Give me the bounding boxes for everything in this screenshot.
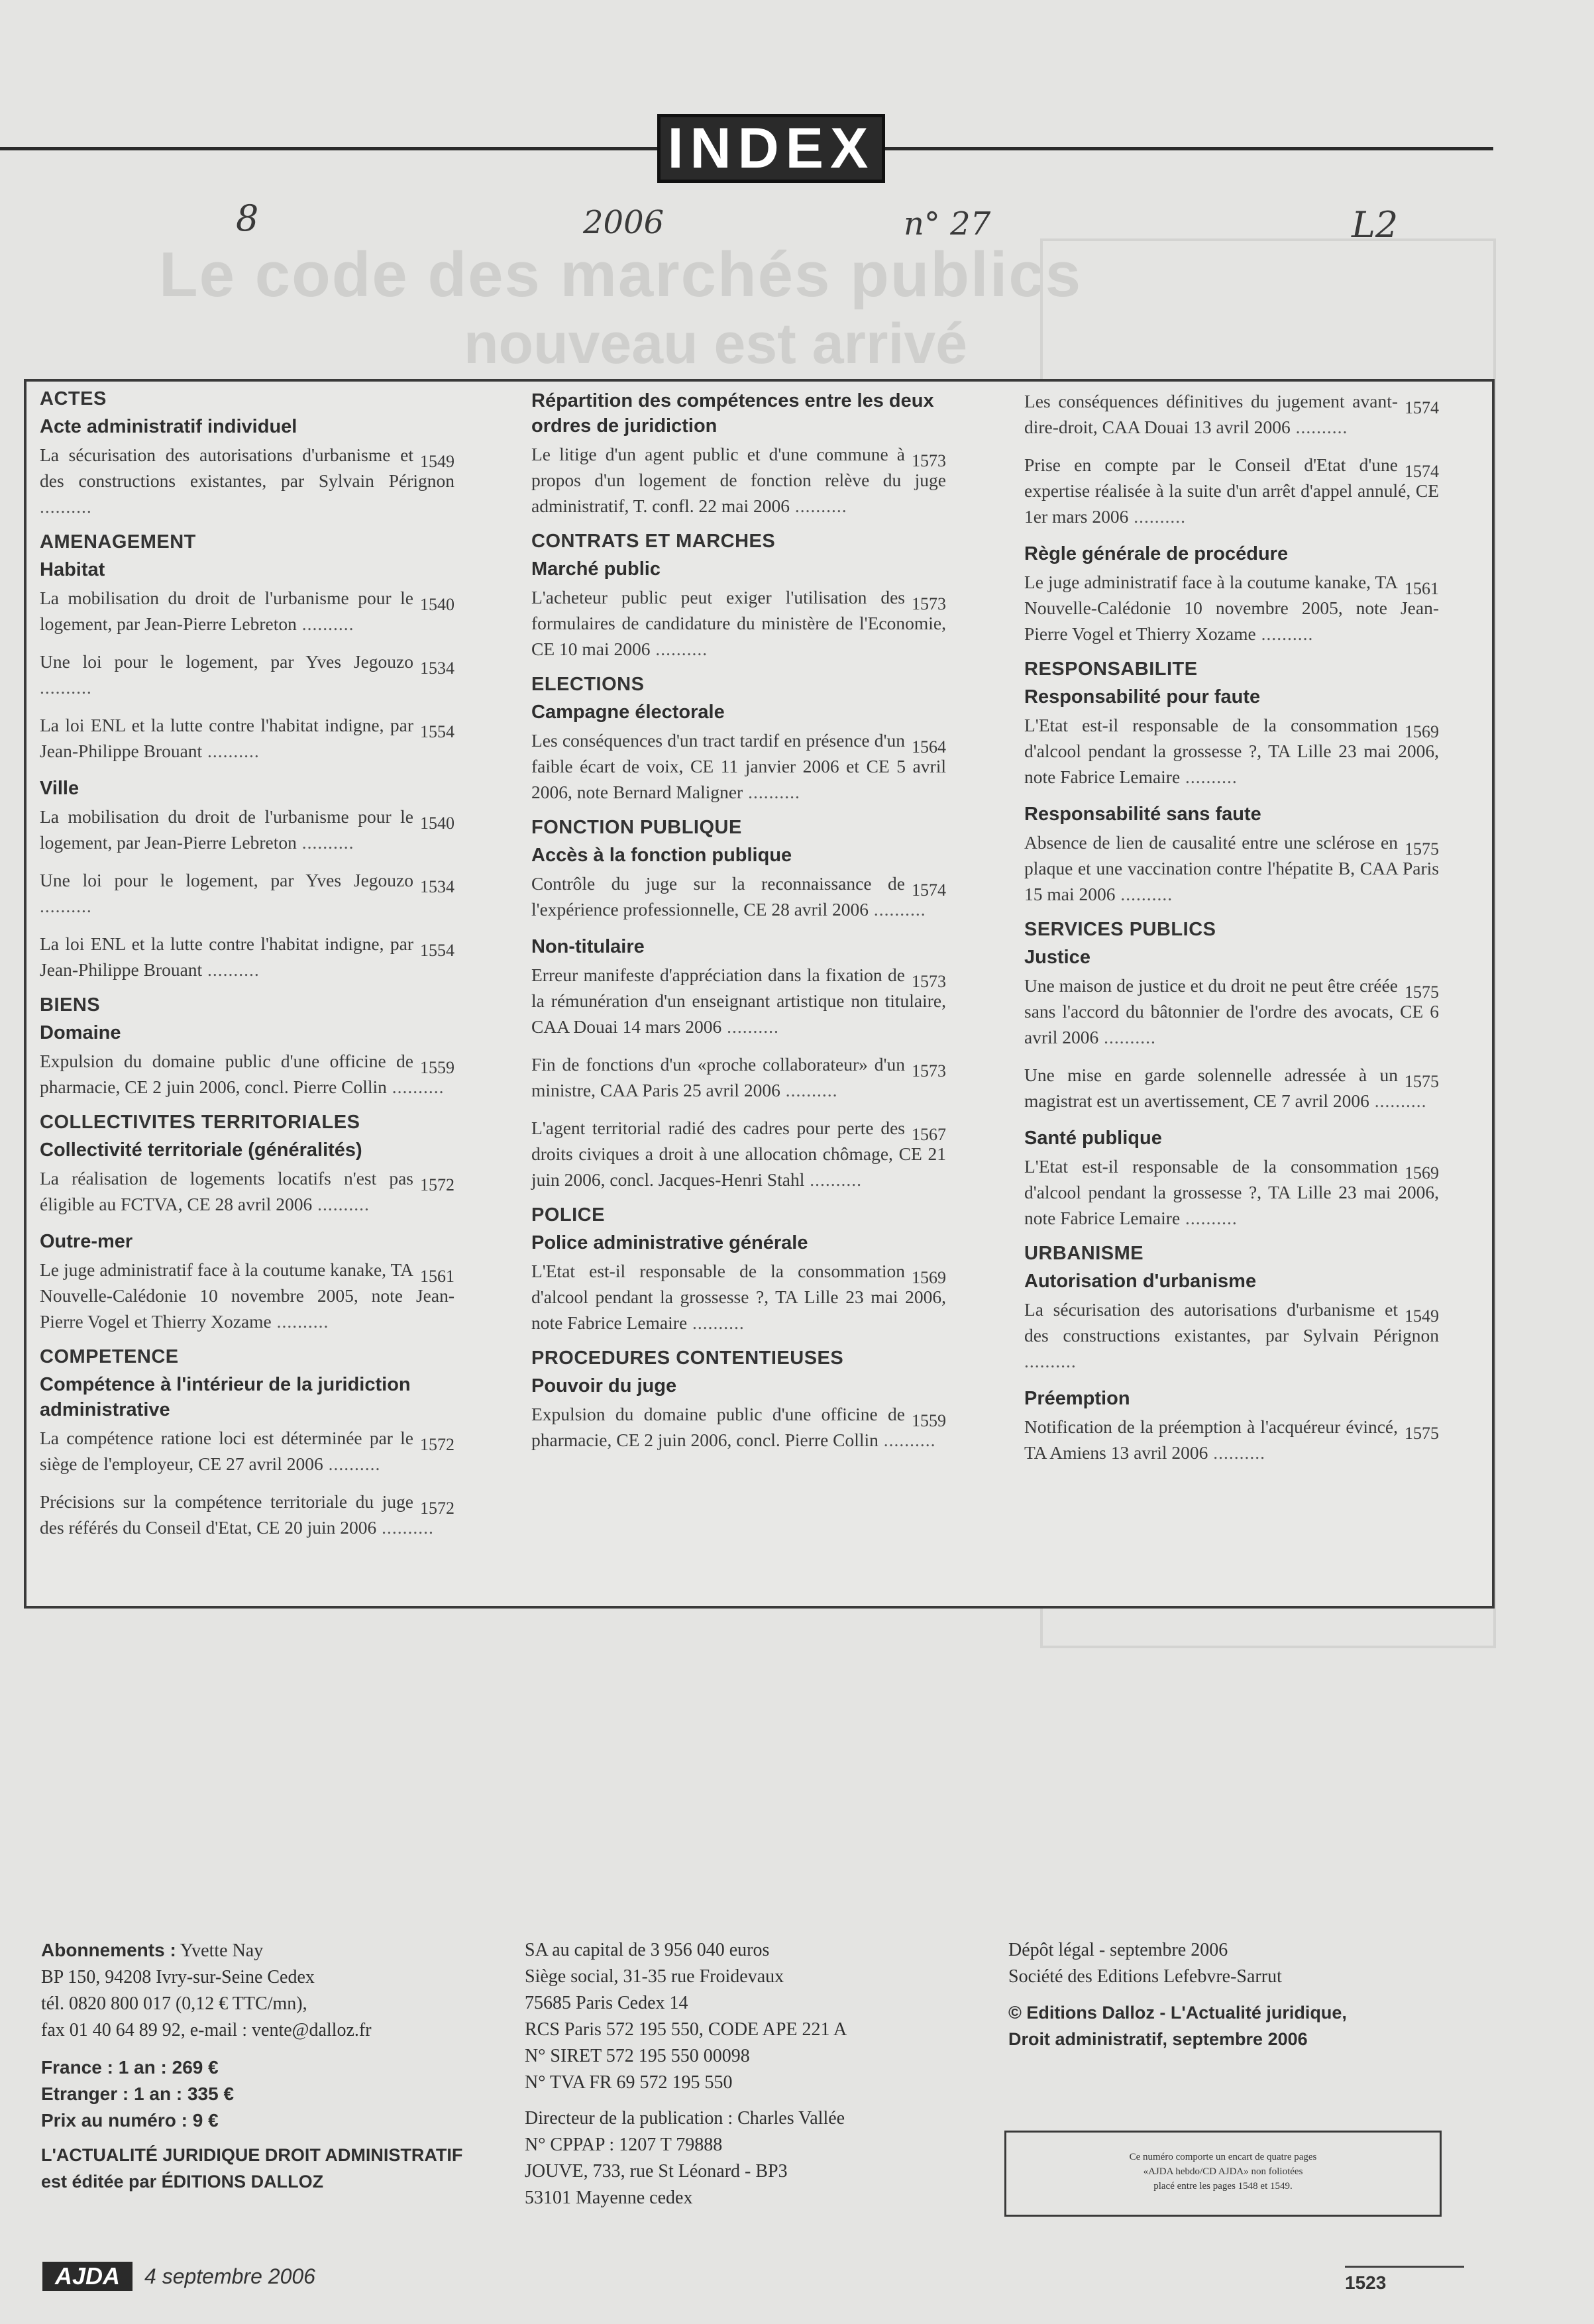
- show-through-heading: Le code des marchés publics: [159, 239, 1083, 310]
- leader-dots: ..........: [202, 959, 260, 980]
- index-entry-page: 1575: [1405, 1424, 1439, 1443]
- footer-company: [525, 1937, 975, 2211]
- leader-dots: ..........: [323, 1453, 381, 1474]
- index-entry: [1024, 1062, 1439, 1114]
- index-entry-text: Le juge administratif face à la coutume kanake, TA Nouvelle-Calédonie 10 novembre 2005, note Jean-Pierre Vogel et Thierry Xozame: [40, 1259, 454, 1332]
- leader-dots: ..........: [804, 1169, 863, 1190]
- index-entry-text: La sécurisation des autorisations d'urbanisme et des constructions existantes, par Sylvain Pérignon: [1024, 1299, 1439, 1346]
- company-line: N° TVA FR 69 572 195 550: [525, 2072, 733, 2093]
- subscriptions-name: Yvette Nay: [180, 1940, 264, 1961]
- index-entry: [40, 804, 454, 855]
- index-entry: [40, 442, 454, 519]
- insert-note-line: «AJDA hebdo/CD AJDA» non foliotées: [1143, 2166, 1303, 2177]
- index-subheading: Habitat: [40, 559, 105, 580]
- leader-dots: ..........: [40, 677, 92, 698]
- index-entry-page: 1561: [1405, 579, 1439, 598]
- index-entry-page: 1573: [912, 1061, 946, 1081]
- index-section-heading: RESPONSABILITE: [1024, 659, 1198, 680]
- insert-note-box: [1004, 2131, 1442, 2217]
- leader-dots: ..........: [1369, 1090, 1427, 1111]
- index-section-heading: CONTRATS ET MARCHES: [531, 531, 776, 552]
- index-entry-text: Erreur manifeste d'appréciation dans la fixation de la rémunération d'un enseignant artistique non titulaire, CAA Douai 14 mars 2006: [531, 965, 946, 1037]
- index-entry: [40, 1425, 454, 1477]
- legal-line: Société des Editions Lefebvre-Sarrut: [1008, 1966, 1282, 1987]
- index-entry-page: 1575: [1405, 982, 1439, 1002]
- index-column-2: [531, 388, 946, 1465]
- director-line: JOUVE, 733, rue St Léonard - BP3: [525, 2161, 788, 2182]
- leader-dots: ..........: [376, 1517, 434, 1538]
- leader-dots: ..........: [271, 1311, 329, 1332]
- handwritten-note: 8: [236, 197, 259, 239]
- index-entry: [40, 1257, 454, 1334]
- index-section-heading: ELECTIONS: [531, 674, 645, 695]
- index-entry: [1024, 1296, 1439, 1374]
- index-subheading: Responsabilité sans faute: [1024, 804, 1261, 825]
- company-line: SA au capital de 3 956 040 euros: [525, 1940, 770, 1960]
- index-entry-text: Expulsion du domaine public d'une officine de pharmacie, CE 2 juin 2006, concl. Pierre Collin: [40, 1051, 413, 1097]
- index-entry-text: Fin de fonctions d'un «proche collaborateur» d'un ministre, CAA Paris 25 avril 2006: [531, 1054, 905, 1100]
- address-line: BP 150, 94208 Ivry-sur-Seine Cedex: [41, 1967, 315, 1987]
- publisher-line: est éditée par ÉDITIONS DALLOZ: [41, 2172, 324, 2192]
- index-entry-text: Une maison de justice et du droit ne peut être créée sans l'accord du bâtonnier de l'ordre des avocats, CE 6 avril 2006: [1024, 975, 1439, 1047]
- leader-dots: ..........: [1024, 1351, 1077, 1371]
- director-line: N° CPPAP : 1207 T 79888: [525, 2135, 723, 2155]
- index-subheading: Accès à la fonction publique: [531, 845, 792, 866]
- index-entry: [1024, 1414, 1439, 1465]
- index-entry-page: 1573: [912, 594, 946, 613]
- index-entry-text: La compétence ratione loci est déterminée par le siège de l'employeur, CE 27 avril 2006: [40, 1428, 413, 1474]
- index-section-heading: COLLECTIVITES TERRITORIALES: [40, 1112, 360, 1133]
- index-entry-text: Absence de lien de causalité entre une sclérose en plaque et une vaccination contre l'hépatite B, CAA Paris 15 mai 2006: [1024, 832, 1439, 904]
- company-line: 75685 Paris Cedex 14: [525, 1993, 688, 2013]
- index-title: INDEX: [657, 114, 885, 183]
- legal-line: Dépôt légal - septembre 2006: [1008, 1940, 1228, 1960]
- index-entry-text: Une loi pour le logement, par Yves Jegouzo: [40, 651, 413, 672]
- leader-dots: ..........: [202, 741, 260, 761]
- footer-legal: [1008, 1937, 1485, 2052]
- index-entry: [1024, 829, 1439, 907]
- index-entry-text: L'Etat est-il responsable de la consommation d'alcool pendant la grossesse ?, TA Lille 23 mai 2006, note Fabrice Lemaire: [1024, 1156, 1439, 1228]
- index-entry-text: Notification de la préemption à l'acquéreur évincé, TA Amiens 13 avril 2006: [1024, 1416, 1398, 1463]
- header-rule-right: [884, 147, 1493, 150]
- index-entry-text: Une mise en garde solennelle adressée à un magistrat est un avertissement, CE 7 avril 2006: [1024, 1065, 1398, 1111]
- leader-dots: ..........: [386, 1077, 445, 1097]
- index-entry-text: Le juge administratif face à la coutume kanake, TA Nouvelle-Calédonie 10 novembre 2005, note Jean-Pierre Vogel et Thierry Xozame: [1024, 572, 1439, 644]
- index-entry: [40, 1165, 454, 1217]
- index-entry-page: 1554: [420, 722, 454, 741]
- leader-dots: ..........: [743, 782, 800, 802]
- index-entry-text: Les conséquences définitives du jugement avant-dire-droit, CAA Douai 13 avril 2006: [1024, 391, 1398, 437]
- index-subheading: Justice: [1024, 947, 1090, 968]
- ajda-badge: AJDA: [42, 2262, 133, 2291]
- index-entry: [40, 1489, 454, 1540]
- index-entry-text: Contrôle du juge sur la reconnaissance de l'expérience professionnelle, CE 28 avril 2006: [531, 873, 905, 920]
- leader-dots: ..........: [650, 639, 708, 659]
- index-subheading: Pouvoir du juge: [531, 1375, 677, 1397]
- index-subheading: Ville: [40, 778, 80, 799]
- footer-subscriptions: [41, 1937, 505, 2195]
- index-entry-page: 1572: [420, 1175, 454, 1194]
- handwritten-note: 2006: [583, 204, 664, 241]
- index-entry-page: 1549: [1405, 1306, 1439, 1326]
- index-entry: [531, 441, 946, 519]
- price-line: Prix au numéro : 9 €: [41, 2110, 219, 2131]
- index-subheading: Autorisation d'urbanisme: [1024, 1271, 1257, 1292]
- leader-dots: ..........: [878, 1430, 936, 1450]
- leader-dots: ..........: [780, 1080, 838, 1100]
- index-entry-page: 1573: [912, 451, 946, 470]
- index-entry-text: Précisions sur la compétence territoriale du juge des référés du Conseil d'Etat, CE 20 juin 2006: [40, 1491, 413, 1538]
- address-line: fax 01 40 64 89 92, e-mail : vente@dalloz.fr: [41, 2020, 372, 2040]
- insert-note-line: Ce numéro comporte un encart de quatre pages: [1129, 2152, 1317, 2162]
- index-subheading: Responsabilité pour faute: [1024, 686, 1261, 708]
- index-entry-text: La mobilisation du droit de l'urbanisme pour le logement, par Jean-Pierre Lebreton: [40, 806, 413, 853]
- leader-dots: ..........: [1180, 1208, 1238, 1228]
- director-line: 53101 Mayenne cedex: [525, 2188, 693, 2208]
- index-entry-page: 1573: [912, 972, 946, 991]
- leader-dots: ..........: [1180, 766, 1238, 787]
- index-subheading: Acte administratif individuel: [40, 416, 297, 437]
- index-entry: [1024, 973, 1439, 1050]
- index-entry-page: 1574: [1405, 398, 1439, 417]
- index-entry: [531, 1401, 946, 1453]
- leader-dots: ..........: [296, 613, 354, 634]
- copyright-line: Droit administratif, septembre 2006: [1008, 2029, 1308, 2049]
- publisher-line: L'ACTUALITÉ JURIDIQUE DROIT ADMINISTRATIF: [41, 2145, 463, 2165]
- director-line: Directeur de la publication : Charles Vallée: [525, 2108, 845, 2129]
- index-section-heading: URBANISME: [1024, 1243, 1144, 1264]
- index-entry-page: 1554: [420, 941, 454, 960]
- copyright-line: © Editions Dalloz - L'Actualité juridique,: [1008, 2003, 1347, 2023]
- index-entry: [40, 649, 454, 700]
- index-entry: [1024, 388, 1439, 440]
- index-entry: [1024, 569, 1439, 647]
- index-entry: [1024, 452, 1439, 529]
- index-entry-page: 1569: [912, 1268, 946, 1287]
- index-entry-text: La mobilisation du droit de l'urbanisme pour le logement, par Jean-Pierre Lebreton: [40, 588, 413, 634]
- leader-dots: ..........: [312, 1194, 370, 1214]
- index-entry-page: 1572: [420, 1499, 454, 1518]
- index-entry: [40, 867, 454, 919]
- page-number-rule: [1345, 2266, 1464, 2268]
- insert-note-line: placé entre les pages 1548 et 1549.: [1153, 2181, 1293, 2192]
- price-line: France : 1 an : 269 €: [41, 2057, 219, 2078]
- index-entry-text: La loi ENL et la lutte contre l'habitat indigne, par Jean-Philippe Brouant: [40, 715, 413, 761]
- index-entry-text: Expulsion du domaine public d'une officine de pharmacie, CE 2 juin 2006, concl. Pierre Collin: [531, 1404, 905, 1450]
- handwritten-note: L2: [1352, 204, 1399, 246]
- index-entry-text: L'Etat est-il responsable de la consommation d'alcool pendant la grossesse ?, TA Lille 23 mai 2006, note Fabrice Lemaire: [531, 1261, 946, 1333]
- handwritten-note: n° 27: [904, 205, 991, 242]
- leader-dots: ..........: [721, 1016, 779, 1037]
- index-entry-text: Le litige d'un agent public et d'une commune à propos d'un logement de fonction relève du juge administratif, T. confl. 22 mai 2006: [531, 444, 946, 516]
- index-subheading: Santé publique: [1024, 1128, 1162, 1149]
- leader-dots: ..........: [1115, 884, 1173, 904]
- index-entry-text: Prise en compte par le Conseil d'Etat d'une expertise réalisée à la suite d'un arrêt d'appel annulé, CE 1er mars 2006: [1024, 454, 1439, 527]
- index-entry: [531, 1258, 946, 1336]
- header-rule-left: [0, 147, 659, 150]
- index-entry-text: La réalisation de logements locatifs n'est pas éligible au FCTVA, CE 28 avril 2006: [40, 1168, 413, 1214]
- leader-dots: ..........: [1290, 417, 1348, 437]
- index-entry: [40, 931, 454, 982]
- leader-dots: ..........: [1128, 506, 1186, 527]
- index-entry-text: Les conséquences d'un tract tardif en présence d'un faible écart de voix, CE 11 janvier 2006 et CE 5 avril 2006, note Bernard Maligner: [531, 730, 946, 802]
- index-entry-page: 1561: [420, 1267, 454, 1286]
- company-line: Siège social, 31-35 rue Froidevaux: [525, 1966, 784, 1987]
- leader-dots: ..........: [40, 896, 92, 916]
- index-entry: [1024, 712, 1439, 790]
- index-subheading: Outre-mer: [40, 1231, 133, 1252]
- index-subheading: Police administrative générale: [531, 1232, 808, 1253]
- index-entry-page: 1540: [420, 595, 454, 614]
- index-entry-page: 1569: [1405, 722, 1439, 741]
- leader-dots: ..........: [1208, 1442, 1265, 1463]
- index-entry: [531, 1051, 946, 1103]
- index-section-heading: FONCTION PUBLIQUE: [531, 817, 742, 838]
- leader-dots: ..........: [40, 496, 92, 517]
- index-entry: [531, 871, 946, 922]
- index-entry-text: L'acheteur public peut exiger l'utilisation des formulaires de candidature du ministère de l'Economie, CE 10 mai 2006: [531, 587, 946, 659]
- index-column-1: [40, 388, 454, 1552]
- leader-dots: ..........: [296, 832, 354, 853]
- index-subheading: Collectivité territoriale (généralités): [40, 1139, 362, 1161]
- index-entry-text: Une loi pour le logement, par Yves Jegouzo: [40, 870, 413, 890]
- index-section-heading: COMPETENCE: [40, 1346, 179, 1367]
- index-entry: [531, 727, 946, 805]
- issue-date: 4 septembre 2006: [144, 2264, 315, 2288]
- company-line: N° SIRET 572 195 550 00098: [525, 2046, 750, 2066]
- index-entry-page: 1574: [912, 880, 946, 900]
- index-entry: [40, 712, 454, 764]
- index-entry-page: 1564: [912, 737, 946, 757]
- index-section-heading: ACTES: [40, 388, 107, 409]
- index-section-heading: BIENS: [40, 994, 101, 1016]
- leader-dots: ..........: [790, 496, 847, 516]
- index-entry-page: 1572: [420, 1435, 454, 1454]
- index-entry: [40, 1048, 454, 1100]
- index-subheading: Marché public: [531, 558, 661, 580]
- index-entry: [531, 962, 946, 1039]
- index-subheading: Domaine: [40, 1022, 121, 1043]
- index-entry-text: La loi ENL et la lutte contre l'habitat indigne, par Jean-Philippe Brouant: [40, 933, 413, 980]
- index-entry: [531, 584, 946, 662]
- index-subheading: Répartition des compétences entre les deux ordres de juridiction: [531, 390, 934, 437]
- index-subheading: Non-titulaire: [531, 936, 645, 957]
- subscriptions-label: Abonnements :: [41, 1940, 176, 1960]
- index-entry-page: 1569: [1405, 1163, 1439, 1183]
- index-subheading: Compétence à l'intérieur de la juridiction administrative: [40, 1374, 411, 1420]
- page-number: 1523: [1345, 2272, 1387, 2293]
- index-entry: [531, 1115, 946, 1192]
- leader-dots: ..........: [1255, 623, 1314, 644]
- index-section-heading: AMENAGEMENT: [40, 531, 196, 553]
- index-entry-page: 1575: [1405, 839, 1439, 859]
- index-entry-text: L'agent territorial radié des cadres pour perte des droits civiques a droit à une allocation chômage, CE 21 juin 2006, concl. Jacques-Henri Stahl: [531, 1118, 946, 1190]
- index-entry-text: L'Etat est-il responsable de la consommation d'alcool pendant la grossesse ?, TA Lille 23 mai 2006, note Fabrice Lemaire: [1024, 715, 1439, 787]
- index-entry-page: 1567: [912, 1125, 946, 1144]
- index-subheading: Règle générale de procédure: [1024, 543, 1289, 564]
- index-subheading: Préemption: [1024, 1388, 1130, 1409]
- leader-dots: ..........: [1098, 1027, 1156, 1047]
- price-line: Etranger : 1 an : 335 €: [41, 2084, 235, 2104]
- index-entry-page: 1534: [420, 659, 454, 678]
- index-subheading: Campagne électorale: [531, 702, 725, 723]
- index-entry-page: 1534: [420, 877, 454, 896]
- index-entry-page: 1559: [420, 1058, 454, 1077]
- index-section-heading: POLICE: [531, 1204, 605, 1226]
- index-entry: [40, 585, 454, 637]
- show-through-heading-2: nouveau est arrivé: [464, 312, 968, 376]
- index-entry-page: 1540: [420, 814, 454, 833]
- company-line: RCS Paris 572 195 550, CODE APE 221 A: [525, 2019, 847, 2040]
- index-section-heading: PROCEDURES CONTENTIEUSES: [531, 1347, 844, 1369]
- index-entry-text: La sécurisation des autorisations d'urbanisme et des constructions existantes, par Sylvain Pérignon: [40, 445, 454, 491]
- index-entry-page: 1559: [912, 1411, 946, 1430]
- index-section-heading: SERVICES PUBLICS: [1024, 919, 1216, 940]
- index-entry-page: 1575: [1405, 1072, 1439, 1091]
- leader-dots: ..........: [687, 1312, 745, 1333]
- index-entry: [1024, 1153, 1439, 1231]
- index-column-3: [1024, 388, 1439, 1477]
- address-line: tél. 0820 800 017 (0,12 € TTC/mn),: [41, 1993, 307, 2014]
- index-entry-page: 1549: [420, 452, 454, 471]
- index-entry-page: 1574: [1405, 462, 1439, 481]
- leader-dots: ..........: [868, 899, 926, 920]
